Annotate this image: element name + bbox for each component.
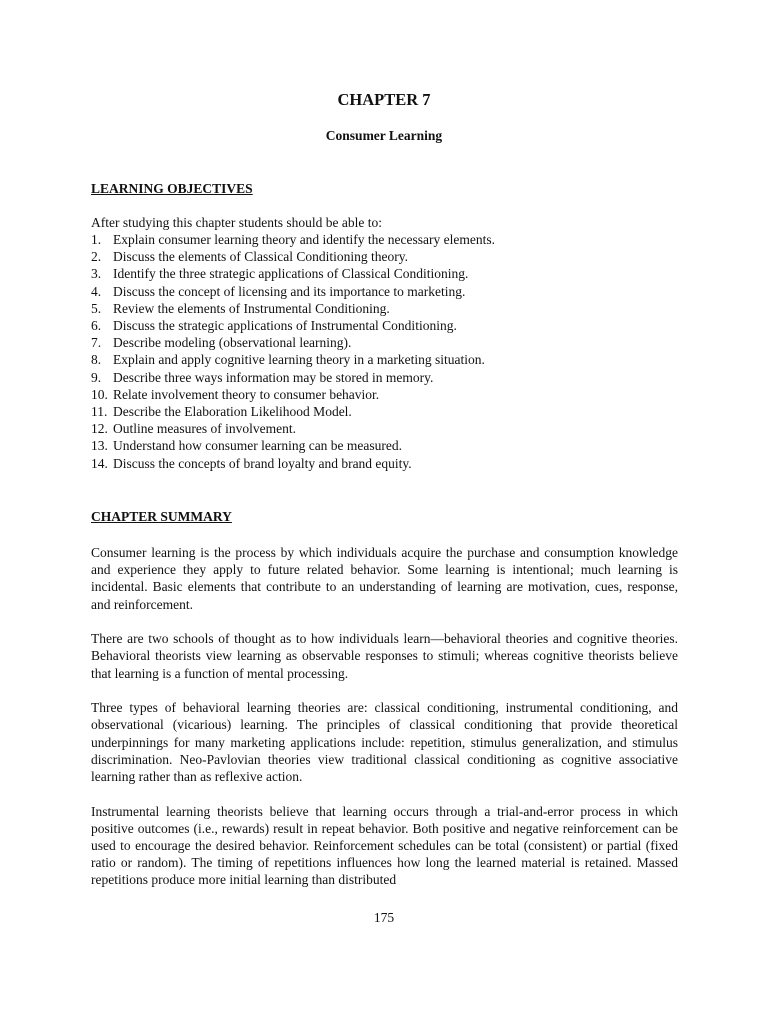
objective-number: 5. xyxy=(91,300,102,316)
objective-item xyxy=(91,300,495,317)
objective-text: Describe modeling (observational learning). xyxy=(113,335,352,351)
objective-number: 14. xyxy=(91,455,108,471)
objective-text: Discuss the concept of licensing and its importance to marketing. xyxy=(113,283,466,299)
objective-item xyxy=(91,334,495,351)
objective-item xyxy=(91,369,495,386)
objective-item xyxy=(91,351,495,368)
objective-number: 4. xyxy=(91,283,102,299)
objective-number: 3. xyxy=(91,266,102,282)
objectives-intro: After studying this chapter students should be able to: xyxy=(91,215,382,230)
objective-item xyxy=(91,386,495,403)
chapter-title: CHAPTER 7 xyxy=(337,90,431,109)
summary-paragraph: Three types of behavioral learning theories are: classical conditioning, instrumental conditioning, and observational (vicarious) learning. The principles of classical conditioning that provide theoretical underpinnings for many marketing applications include: repetition, stimulus generalization, and stimulus discrimination. Neo-Pavlovian theories view traditional classical conditioning as cognitive associative learning rather than as reflexive action. xyxy=(91,700,678,785)
chapter-summary-heading: CHAPTER SUMMARY xyxy=(91,509,232,524)
objective-number: 12. xyxy=(91,421,108,437)
objective-text: Discuss the concepts of brand loyalty and brand equity. xyxy=(113,455,412,471)
objective-item xyxy=(91,420,495,437)
objectives-list xyxy=(91,231,495,472)
summary-paragraph: Consumer learning is the process by which individuals acquire the purchase and consumption knowledge and experience they apply to future related behavior. Some learning is intentional; much learning is incidental. Basic elements that contribute to an understanding of learning are motivation, cues, response, and reinforcement. xyxy=(91,545,678,612)
objective-number: 6. xyxy=(91,318,102,334)
objective-text: Identify the three strategic applications of Classical Conditioning. xyxy=(113,266,469,282)
objective-text: Understand how consumer learning can be measured. xyxy=(113,438,403,454)
objective-item xyxy=(91,437,495,454)
summary-body xyxy=(91,544,678,906)
objective-number: 10. xyxy=(91,386,108,402)
objective-item xyxy=(91,248,495,265)
objective-item xyxy=(91,265,495,282)
objective-item xyxy=(91,317,495,334)
objective-text: Outline measures of involvement. xyxy=(113,421,296,437)
objective-item xyxy=(91,403,495,420)
objective-number: 8. xyxy=(91,352,102,368)
objective-number: 13. xyxy=(91,438,108,454)
objective-number: 9. xyxy=(91,369,102,385)
objective-text: Describe three ways information may be stored in memory. xyxy=(113,369,434,385)
chapter-subtitle: Consumer Learning xyxy=(325,128,443,143)
objective-text: Explain and apply cognitive learning theory in a marketing situation. xyxy=(113,352,485,368)
objective-item xyxy=(91,231,495,248)
objective-text: Explain consumer learning theory and identify the necessary elements. xyxy=(113,232,495,247)
objective-number: 2. xyxy=(91,249,102,265)
objective-item xyxy=(91,455,495,472)
objective-text: Relate involvement theory to consumer behavior. xyxy=(113,386,380,402)
objective-number: 7. xyxy=(91,335,102,351)
summary-paragraph: There are two schools of thought as to how individuals learn—behavioral theories and cognitive theories. Behavioral theorists view learning as observable responses to stimuli; whereas cognitive theorists believe that learning is a function of mental processing. xyxy=(91,631,678,681)
page-number: 175 xyxy=(373,910,395,925)
objective-text: Discuss the elements of Classical Conditioning theory. xyxy=(113,249,408,265)
learning-objectives-heading: LEARNING OBJECTIVES xyxy=(91,181,253,196)
summary-paragraph: Instrumental learning theorists believe that learning occurs through a trial-and-error process in which positive outcomes (i.e., rewards) result in repeat behavior. Both positive and negative reinforcement can be used to encourage the desired behavior. Reinforcement schedules can be total (consistent) or partial (fixed ratio or random). The timing of repetitions influences how long the learned material is retained. Massed repetitions produce more initial learning than distributed xyxy=(91,803,678,888)
objective-number: 1. xyxy=(91,232,102,247)
objective-text: Discuss the strategic applications of Instrumental Conditioning. xyxy=(113,318,457,334)
objective-text: Describe the Elaboration Likelihood Model. xyxy=(113,404,352,420)
objective-text: Review the elements of Instrumental Conditioning. xyxy=(113,300,390,316)
objective-item xyxy=(91,283,495,300)
objective-number: 11. xyxy=(91,404,108,420)
